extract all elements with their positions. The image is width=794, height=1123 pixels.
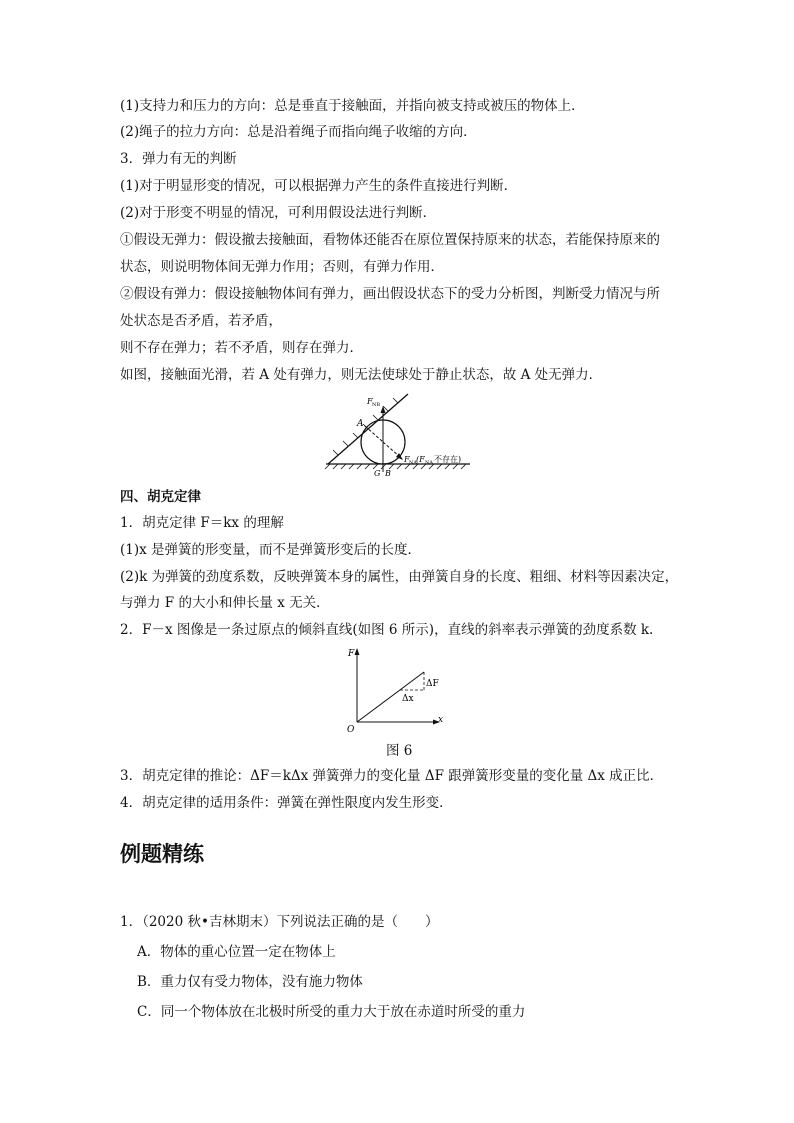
text-line: 1．胡克定律 F＝kx 的理解 xyxy=(120,515,284,531)
axis-x-label: x xyxy=(438,715,444,725)
label-a: A xyxy=(357,419,364,429)
label-fna: F xyxy=(404,455,410,464)
label-fnb: F xyxy=(367,397,373,406)
ball-incline-figure xyxy=(320,392,480,478)
text-line: 3．胡克定律的推论：ΔF＝kΔx 弹簧弹力的变化量 ΔF 跟弹簧形变量的变化量 Δx 成正比． xyxy=(120,768,664,784)
label-g: G xyxy=(374,469,381,478)
option-c: C．同一个物体放在北极时所受的重力大于放在赤道时所受的重力 xyxy=(137,1004,526,1020)
text-line: (2)绳子的拉力方向：总是沿着绳子而指向绳子收缩的方向． xyxy=(120,124,477,140)
label-fna-note-sub: NA xyxy=(425,460,433,466)
delta-x-label: Δx xyxy=(402,694,414,704)
text-line: 与弹力 F 的大小和伸长量 x 无关． xyxy=(120,595,330,611)
section-heading: 四、胡克定律 xyxy=(120,489,201,505)
text-line: 2．F－x 图像是一条过原点的倾斜直线(如图 6 所示)，直线的斜率表示弹簧的劲度系数 k. xyxy=(120,622,654,638)
text-line: (2)对于形变不明显的情况，可利用假设法进行判断． xyxy=(120,205,437,221)
question-text: 1．（2020 秋•吉林期末）下列说法正确的是（ ） xyxy=(120,914,439,930)
option-b: B．重力仅有受力物体，没有施力物体 xyxy=(137,974,363,990)
text-line: (2)k 为弹簧的劲度系数，反映弹簧本身的属性，由弹簧自身的长度、粗细、材料等因素决定， xyxy=(120,569,679,585)
delta-f-label: ΔF xyxy=(426,679,439,689)
text-line: 则不存在弹力；若不矛盾，则存在弹力． xyxy=(120,340,363,356)
text-line: (1)对于明显形变的情况，可以根据弹力产生的条件直接进行判断． xyxy=(120,178,518,194)
text-line: 如图，接触面光滑，若 A 处有弹力，则无法使球处于静止状态，故 A 处无弹力． xyxy=(120,367,603,383)
label-fna-note-tail: 不存在) xyxy=(434,455,462,464)
text-line: (1)x 是弹簧的形变量，而不是弹簧形变后的长度． xyxy=(120,542,422,558)
option-a: A．物体的重心位置一定在物体上 xyxy=(137,944,336,960)
origin-label: O xyxy=(347,725,355,735)
examples-heading: 例题精练 xyxy=(120,842,204,866)
text-line: ①假设无弹力：假设撤去接触面，看物体还能否在原位置保持原来的状态，若能保持原来的 xyxy=(120,232,660,248)
text-line: 状态，则说明物体间无弹力作用；否则，有弹力作用． xyxy=(120,259,444,275)
label-b: B xyxy=(385,469,391,478)
label-fnb-sub: NB xyxy=(372,402,381,408)
figure-caption: 图 6 xyxy=(386,743,413,759)
text-line: 3．弹力有无的判断 xyxy=(120,151,237,167)
axis-f-label: F xyxy=(348,649,355,659)
label-fna-note: (F xyxy=(416,455,425,464)
label-fna-sub: NA xyxy=(409,460,417,466)
text-line: 处状态是否矛盾，若矛盾， xyxy=(120,313,282,329)
f-x-graph xyxy=(340,644,452,736)
text-line: ②假设有弹力：假设接触物体间有弹力，画出假设状态下的受力分析图，判断受力情况与所 xyxy=(120,286,660,302)
text-line: 4．胡克定律的适用条件：弹簧在弹性限度内发生形变． xyxy=(120,795,453,811)
text-line: (1)支持力和压力的方向：总是垂直于接触面，并指向被支持或被压的物体上． xyxy=(120,98,585,114)
